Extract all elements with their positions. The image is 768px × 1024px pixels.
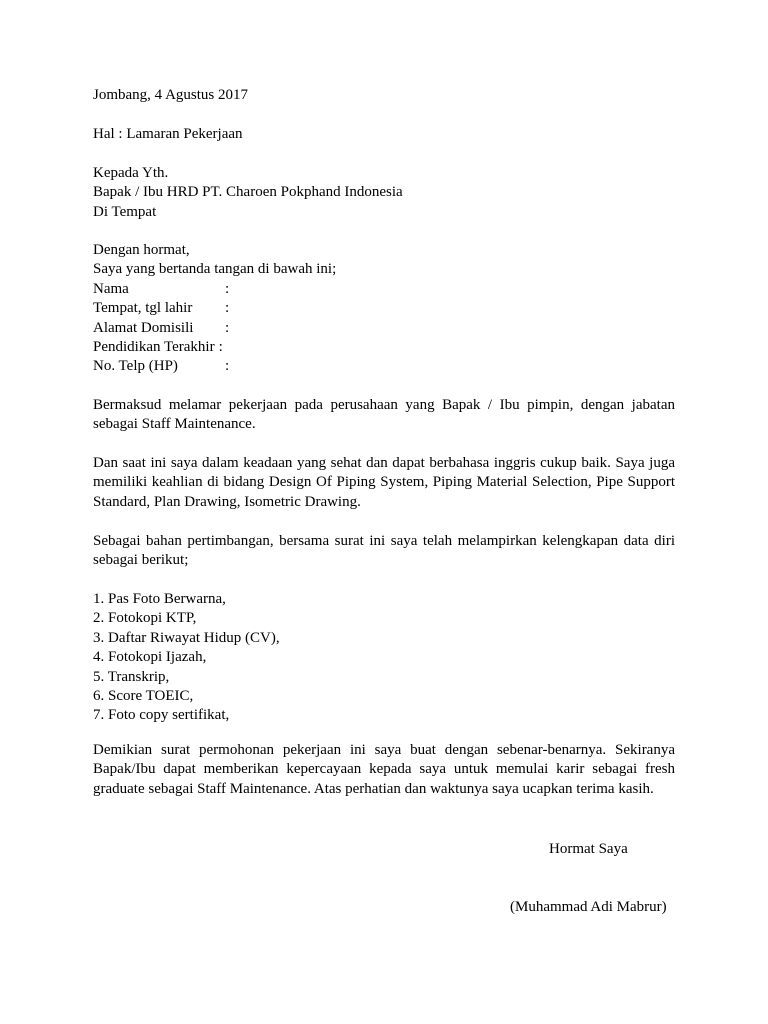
subject-text: Hal : Lamaran Pekerjaan [93,126,243,142]
field-label: Alamat Domisili [93,319,194,336]
field-separator: : [225,300,230,317]
recipient-block [93,164,675,222]
field-label: No. Telp (HP) [93,358,178,375]
field-separator: : [218,339,223,356]
list-item: 4. Fotokopi Ijazah, [93,649,207,666]
field-birth [93,299,675,318]
place-date [93,86,675,105]
intro-text: Saya yang bertanda tangan di bawah ini; [93,261,337,278]
field-label: Tempat, tgl lahir [93,300,193,317]
subject [93,125,675,144]
field-phone [93,357,675,376]
list-item: 3. Daftar Riwayat Hidup (CV), [93,629,280,646]
recipient-line: Bapak / Ibu HRD PT. Charoen Pokphand Indonesia [93,184,403,201]
attachment-list [93,590,675,726]
list-item: 7. Foto copy sertifikat, [93,707,230,724]
list-item: 5. Transkrip, [93,668,170,685]
sign-off: Hormat Saya [549,841,628,857]
field-label: Nama [93,280,129,297]
closing-paragraph: Demikian surat permohonan pekerjaan ini saya buat dengan sebenar-benarnya. Sekiranya Bapak/Ibu dapat memberikan kepercayaan kepada saya untuk memulai karir sebagai fresh graduate sebagai Staff Maintenance. Atas perhatian dan waktunya saya ucapkan terima kasih. [93,742,675,797]
place-date-text: Jombang, 4 Agustus 2017 [93,87,249,103]
field-separator: : [225,280,230,297]
paragraph-position: Bermaksud melamar pekerjaan pada perusahaan yang Bapak / Ibu pimpin, dengan jabatan sebagai Staff Maintenance. [93,397,675,433]
field-separator: : [225,319,230,336]
list-item: 1. Pas Foto Berwarna, [93,591,226,607]
list-item: 6. Score TOEIC, [93,688,194,705]
recipient-line: Di Tempat [93,203,157,220]
field-label: Pendidikan Terakhir [93,339,215,356]
field-separator: : [225,358,230,375]
applicant-block [93,241,675,377]
field-name [93,280,675,299]
paragraph-skills: Dan saat ini saya dalam keadaan yang sehat dan dapat berbahasa inggris cukup baik. Saya juga memiliki keahlian di bidang Design Of Piping System, Piping Material Selection, Pipe Support Standard, Plan Drawing, Isometric Drawing. [93,455,675,510]
recipient-line: Kepada Yth. [93,165,169,181]
list-item: 2. Fotokopi KTP, [93,610,197,627]
greeting: Dengan hormat, [93,242,190,258]
field-education [93,338,675,357]
field-address [93,319,675,338]
paragraph-attachments-intro: Sebagai bahan pertimbangan, bersama surat ini saya telah melampirkan kelengkapan data diri sebagai berikut; [93,533,675,569]
signature-name: (Muhammad Adi Mabrur) [510,899,667,915]
